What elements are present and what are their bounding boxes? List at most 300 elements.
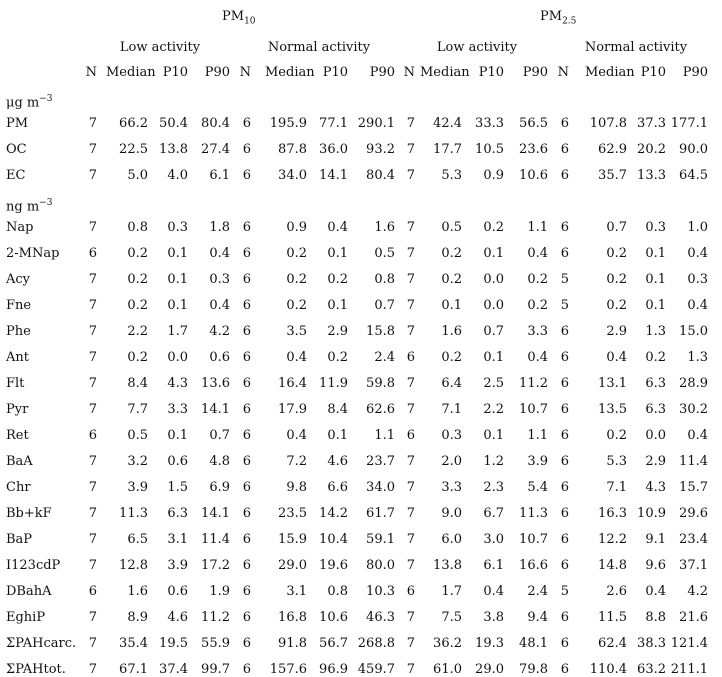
table-cell: 7: [88, 662, 97, 677]
table-cell: 6: [88, 428, 97, 443]
table-cell: 61.0: [433, 662, 462, 677]
table-cell: 3.3: [167, 402, 188, 417]
table-cell: 6.4: [441, 376, 462, 391]
table-cell: 7: [406, 532, 415, 547]
table-cell: 96.9: [319, 662, 348, 677]
table-cell: 0.8: [127, 220, 148, 235]
table-cell: 0.3: [167, 220, 188, 235]
row-label: ΣPAHcarc.: [6, 636, 77, 651]
table-cell: 28.9: [679, 376, 708, 391]
table-cell: 8.4: [327, 402, 348, 417]
table-cell: 11.9: [319, 376, 348, 391]
table-cell: 0.7: [483, 324, 504, 339]
table-cell: 7: [406, 558, 415, 573]
table-cell: 7: [88, 142, 97, 157]
table-cell: 14.2: [319, 506, 348, 521]
column-header: N: [239, 65, 251, 80]
table-cell: 195.9: [269, 116, 307, 131]
table-cell: 56.5: [519, 116, 548, 131]
table-cell: 2.9: [645, 454, 666, 469]
table-cell: 27.4: [201, 142, 230, 157]
table-cell: 10.7: [519, 402, 548, 417]
table-cell: 62.6: [366, 402, 395, 417]
table-cell: 37.1: [679, 558, 708, 573]
table-cell: 11.2: [201, 610, 230, 625]
table-cell: 7: [88, 506, 97, 521]
table-cell: 20.2: [637, 142, 666, 157]
table-cell: 33.3: [475, 116, 504, 131]
table-cell: 0.0: [483, 298, 504, 313]
table-cell: 80.4: [366, 168, 395, 183]
row-label: EghiP: [6, 610, 46, 625]
table-cell: 7.1: [606, 480, 627, 495]
table-cell: 59.8: [366, 376, 395, 391]
column-header: Median: [106, 65, 156, 80]
table-cell: 6: [560, 636, 569, 651]
table-cell: 15.7: [679, 480, 708, 495]
table-cell: 7.7: [127, 402, 148, 417]
table-cell: 7.5: [441, 610, 462, 625]
table-cell: 0.5: [127, 428, 148, 443]
table-cell: 62.4: [598, 636, 627, 651]
table-cell: 0.1: [441, 298, 462, 313]
row-label: DBahA: [6, 584, 52, 599]
table-cell: 6: [560, 246, 569, 261]
table-cell: 5: [560, 272, 569, 287]
table-cell: 19.5: [159, 636, 188, 651]
pm25-normal-activity-header: Normal activity: [584, 40, 688, 55]
table-cell: 7: [88, 376, 97, 391]
table-cell: 7: [88, 636, 97, 651]
table-cell: 1.6: [374, 220, 395, 235]
pm25-header: $PM_{2.5}$: [540, 9, 577, 27]
table-cell: 6: [560, 480, 569, 495]
table-cell: 1.1: [527, 220, 548, 235]
column-header: N: [403, 65, 415, 80]
table-cell: 6.9: [209, 480, 230, 495]
table-cell: 0.6: [209, 350, 230, 365]
table-cell: 10.5: [475, 142, 504, 157]
row-label: PM: [6, 116, 29, 131]
table-cell: 6: [560, 558, 569, 573]
pm10-low-activity-header: Low activity: [119, 40, 201, 55]
table-cell: 0.1: [327, 298, 348, 313]
table-cell: 459.7: [357, 662, 395, 677]
table-cell: 8.9: [127, 610, 148, 625]
table-cell: 0.4: [687, 246, 708, 261]
table-cell: 0.4: [286, 428, 307, 443]
table-cell: 6.1: [209, 168, 230, 183]
table-cell: 7: [88, 324, 97, 339]
row-label: Ret: [6, 428, 29, 443]
table-cell: 7: [406, 324, 415, 339]
table-cell: 99.7: [201, 662, 230, 677]
table-cell: 4.8: [209, 454, 230, 469]
table-cell: 37.4: [159, 662, 188, 677]
table-cell: 1.3: [645, 324, 666, 339]
table-cell: 6: [560, 168, 569, 183]
table-cell: 10.6: [319, 610, 348, 625]
table-cell: 23.5: [278, 506, 307, 521]
table-cell: 3.8: [483, 610, 504, 625]
table-cell: 10.4: [319, 532, 348, 547]
table-cell: 7: [406, 298, 415, 313]
table-cell: 6: [560, 142, 569, 157]
table-cell: 87.8: [278, 142, 307, 157]
table-cell: 6: [242, 168, 251, 183]
table-cell: 23.7: [366, 454, 395, 469]
table-cell: 6: [242, 636, 251, 651]
table-cell: 0.2: [127, 350, 148, 365]
table-cell: 11.5: [598, 610, 627, 625]
table-cell: 7: [406, 220, 415, 235]
table-cell: 0.2: [483, 220, 504, 235]
table-cell: 6: [560, 324, 569, 339]
table-cell: 50.4: [159, 116, 188, 131]
table-cell: 2.9: [606, 324, 627, 339]
table-cell: 7: [406, 636, 415, 651]
unit-ug: μg $m^{-3}$: [6, 94, 53, 111]
table-cell: 79.8: [519, 662, 548, 677]
table-cell: 6: [242, 246, 251, 261]
table-cell: 6.7: [483, 506, 504, 521]
column-header: Median: [585, 65, 635, 80]
table-cell: 6.5: [127, 532, 148, 547]
table-cell: 9.1: [645, 532, 666, 547]
table-cell: 0.3: [645, 220, 666, 235]
table-cell: 42.4: [433, 116, 462, 131]
table-cell: 6: [560, 220, 569, 235]
table-cell: 5.0: [127, 168, 148, 183]
table-cell: 0.2: [127, 272, 148, 287]
table-cell: 36.2: [433, 636, 462, 651]
unit-ng: ng $m^{-3}$: [6, 198, 53, 215]
table-cell: 13.8: [433, 558, 462, 573]
table-cell: 211.1: [670, 662, 708, 677]
table-cell: 7: [88, 350, 97, 365]
column-header: Median: [265, 65, 315, 80]
table-cell: 17.9: [278, 402, 307, 417]
table-cell: 55.9: [201, 636, 230, 651]
table-cell: 19.3: [475, 636, 504, 651]
table-cell: 4.6: [167, 610, 188, 625]
table-cell: 6: [242, 454, 251, 469]
table-cell: 3.3: [441, 480, 462, 495]
table-cell: 59.1: [366, 532, 395, 547]
table-cell: 34.0: [278, 168, 307, 183]
row-label: I123cdP: [6, 558, 61, 573]
table-cell: 7: [406, 142, 415, 157]
table-cell: 0.9: [286, 220, 307, 235]
table-cell: 6: [560, 532, 569, 547]
table-cell: 23.4: [679, 532, 708, 547]
table-cell: 6: [560, 454, 569, 469]
table-cell: 2.9: [327, 324, 348, 339]
column-header: Median: [420, 65, 470, 80]
table-cell: 7.2: [286, 454, 307, 469]
table-cell: 0.2: [441, 272, 462, 287]
row-label: Chr: [6, 480, 31, 495]
table-cell: 6: [242, 376, 251, 391]
table-cell: 6: [560, 402, 569, 417]
table-cell: 6: [560, 428, 569, 443]
table-cell: 5: [560, 298, 569, 313]
table-cell: 6: [242, 584, 251, 599]
table-cell: 0.5: [441, 220, 462, 235]
table-cell: 2.4: [527, 584, 548, 599]
table-cell: 22.5: [119, 142, 148, 157]
table-cell: 3.9: [127, 480, 148, 495]
table-cell: 0.4: [645, 584, 666, 599]
table-cell: 6: [242, 350, 251, 365]
table-cell: 5.3: [441, 168, 462, 183]
table-cell: 0.2: [606, 272, 627, 287]
table-cell: 177.1: [670, 116, 708, 131]
table-cell: 0.4: [209, 298, 230, 313]
table-cell: 61.7: [366, 506, 395, 521]
table-cell: 6: [242, 402, 251, 417]
table-cell: 0.1: [483, 428, 504, 443]
table-cell: 6: [560, 506, 569, 521]
table-cell: 7: [406, 272, 415, 287]
table-cell: 3.5: [286, 324, 307, 339]
table-cell: 6: [242, 220, 251, 235]
table-cell: 7: [88, 298, 97, 313]
column-header: P90: [522, 65, 548, 80]
pm25-low-activity-header: Low activity: [436, 40, 518, 55]
table-cell: 6: [242, 116, 251, 131]
table-cell: 13.5: [598, 402, 627, 417]
table-cell: 4.3: [645, 480, 666, 495]
row-label: BaA: [6, 454, 33, 469]
table-cell: 14.8: [598, 558, 627, 573]
table-cell: 17.2: [201, 558, 230, 573]
table-cell: 6.3: [645, 376, 666, 391]
table-cell: 7: [88, 480, 97, 495]
table-cell: 6: [406, 350, 415, 365]
table-cell: 11.3: [119, 506, 148, 521]
table-cell: 0.2: [645, 350, 666, 365]
table-cell: 6: [242, 480, 251, 495]
table-cell: 9.8: [286, 480, 307, 495]
table-cell: 1.1: [527, 428, 548, 443]
table-cell: 7: [88, 272, 97, 287]
table-cell: 5.4: [527, 480, 548, 495]
table-cell: 0.4: [483, 584, 504, 599]
table-cell: 121.4: [670, 636, 708, 651]
table-cell: 2.4: [374, 350, 395, 365]
table-cell: 0.2: [527, 298, 548, 313]
table-cell: 46.3: [366, 610, 395, 625]
table-cell: 21.6: [679, 610, 708, 625]
row-label: ΣPAHtot.: [6, 662, 66, 677]
table-cell: 0.4: [687, 428, 708, 443]
table-cell: 2.2: [483, 402, 504, 417]
table-cell: 0.9: [483, 168, 504, 183]
table-cell: 29.0: [475, 662, 504, 677]
row-label: BaP: [6, 532, 33, 547]
row-label: EC: [6, 168, 26, 183]
table-cell: 0.1: [167, 246, 188, 261]
table-cell: 0.3: [441, 428, 462, 443]
table-cell: 16.3: [598, 506, 627, 521]
table-cell: 0.1: [167, 298, 188, 313]
table-cell: 0.6: [167, 584, 188, 599]
table-cell: 3.9: [167, 558, 188, 573]
table-cell: 0.0: [483, 272, 504, 287]
table-cell: 37.3: [637, 116, 666, 131]
table-cell: 2.3: [483, 480, 504, 495]
table-cell: 13.8: [159, 142, 188, 157]
table-cell: 63.2: [637, 662, 666, 677]
table-cell: 9.0: [441, 506, 462, 521]
table-cell: 0.1: [645, 246, 666, 261]
table-cell: 4.2: [687, 584, 708, 599]
table-cell: 7: [88, 532, 97, 547]
table-cell: 0.4: [527, 350, 548, 365]
table-cell: 13.3: [637, 168, 666, 183]
table-cell: 15.8: [366, 324, 395, 339]
table-cell: 7: [88, 220, 97, 235]
table-cell: 6: [560, 610, 569, 625]
table-cell: 10.7: [519, 532, 548, 547]
table-cell: 0.2: [127, 246, 148, 261]
table-cell: 6: [242, 558, 251, 573]
table-cell: 0.0: [645, 428, 666, 443]
column-header: P90: [369, 65, 395, 80]
table-cell: 6: [88, 246, 97, 261]
table-cell: 16.6: [519, 558, 548, 573]
table-cell: 157.6: [269, 662, 307, 677]
table-cell: 0.2: [606, 428, 627, 443]
table-cell: 0.1: [483, 350, 504, 365]
table-cell: 6.3: [645, 402, 666, 417]
table-cell: 29.0: [278, 558, 307, 573]
table-cell: 7: [406, 506, 415, 521]
table-cell: 9.6: [645, 558, 666, 573]
table-cell: 0.7: [209, 428, 230, 443]
row-label: Bb+kF: [6, 506, 52, 521]
row-label: Fne: [6, 298, 32, 313]
table-cell: 80.4: [201, 116, 230, 131]
table-cell: 7: [88, 116, 97, 131]
table-cell: 3.2: [127, 454, 148, 469]
table-cell: 9.4: [527, 610, 548, 625]
table-cell: 7.1: [441, 402, 462, 417]
table-cell: 0.2: [286, 272, 307, 287]
table-cell: 11.2: [519, 376, 548, 391]
table-cell: 6: [560, 116, 569, 131]
table-cell: 1.7: [441, 584, 462, 599]
table-cell: 1.9: [209, 584, 230, 599]
table-cell: 66.2: [119, 116, 148, 131]
column-header: P10: [322, 65, 348, 80]
table-cell: 7: [406, 402, 415, 417]
table-cell: 64.5: [679, 168, 708, 183]
table-cell: 3.0: [483, 532, 504, 547]
table-cell: 10.9: [637, 506, 666, 521]
row-label: Flt: [6, 376, 25, 391]
table-cell: 110.4: [589, 662, 627, 677]
table-cell: 0.1: [167, 272, 188, 287]
table-cell: 19.6: [319, 558, 348, 573]
table-cell: 2.0: [441, 454, 462, 469]
table-cell: 0.2: [286, 246, 307, 261]
table-cell: 7: [88, 402, 97, 417]
table-cell: 0.1: [645, 272, 666, 287]
table-cell: 6: [406, 428, 415, 443]
table-cell: 7: [406, 246, 415, 261]
table-cell: 80.0: [366, 558, 395, 573]
row-label: Phe: [6, 324, 31, 339]
table-cell: 3.1: [167, 532, 188, 547]
table-cell: 93.2: [366, 142, 395, 157]
table-cell: 7: [406, 454, 415, 469]
table-cell: 6.6: [327, 480, 348, 495]
table-cell: 0.1: [327, 246, 348, 261]
table-cell: 7: [406, 116, 415, 131]
table-cell: 1.5: [167, 480, 188, 495]
table-cell: 0.4: [209, 246, 230, 261]
row-label: Acy: [6, 272, 31, 287]
table-cell: 0.5: [374, 246, 395, 261]
table-cell: 5.3: [606, 454, 627, 469]
table-cell: 8.8: [645, 610, 666, 625]
table-cell: 13.1: [598, 376, 627, 391]
table-cell: 10.6: [519, 168, 548, 183]
table-cell: 4.3: [167, 376, 188, 391]
table-cell: 6.1: [483, 558, 504, 573]
column-header: P10: [162, 65, 188, 80]
table-cell: 6: [242, 506, 251, 521]
table-cell: 290.1: [357, 116, 395, 131]
table-cell: 6: [242, 324, 251, 339]
table-cell: 0.2: [606, 246, 627, 261]
table-cell: 23.6: [519, 142, 548, 157]
table-cell: 6.3: [167, 506, 188, 521]
table-cell: 34.0: [366, 480, 395, 495]
table-cell: 14.1: [201, 402, 230, 417]
row-label: 2-MNap: [6, 246, 60, 261]
table-cell: 36.0: [319, 142, 348, 157]
column-header: P10: [640, 65, 666, 80]
table-cell: 0.2: [527, 272, 548, 287]
table-cell: 6: [88, 584, 97, 599]
table-cell: 7: [88, 168, 97, 183]
table-cell: 13.6: [201, 376, 230, 391]
table-cell: 1.1: [374, 428, 395, 443]
table-cell: 268.8: [357, 636, 395, 651]
table-cell: 7: [406, 480, 415, 495]
table-cell: 6: [242, 272, 251, 287]
table-cell: 3.1: [286, 584, 307, 599]
table-cell: 29.6: [679, 506, 708, 521]
table-cell: 1.7: [167, 324, 188, 339]
table-cell: 0.7: [606, 220, 627, 235]
table-cell: 6: [242, 610, 251, 625]
table-cell: 35.7: [598, 168, 627, 183]
table-cell: 0.4: [286, 350, 307, 365]
table-cell: 0.2: [606, 298, 627, 313]
table-cell: 4.0: [167, 168, 188, 183]
table-cell: 91.8: [278, 636, 307, 651]
table-cell: 0.1: [167, 428, 188, 443]
table-cell: 6: [560, 662, 569, 677]
table-cell: 16.8: [278, 610, 307, 625]
table-cell: 0.2: [327, 272, 348, 287]
table-cell: 14.1: [201, 506, 230, 521]
table-cell: 6: [406, 584, 415, 599]
